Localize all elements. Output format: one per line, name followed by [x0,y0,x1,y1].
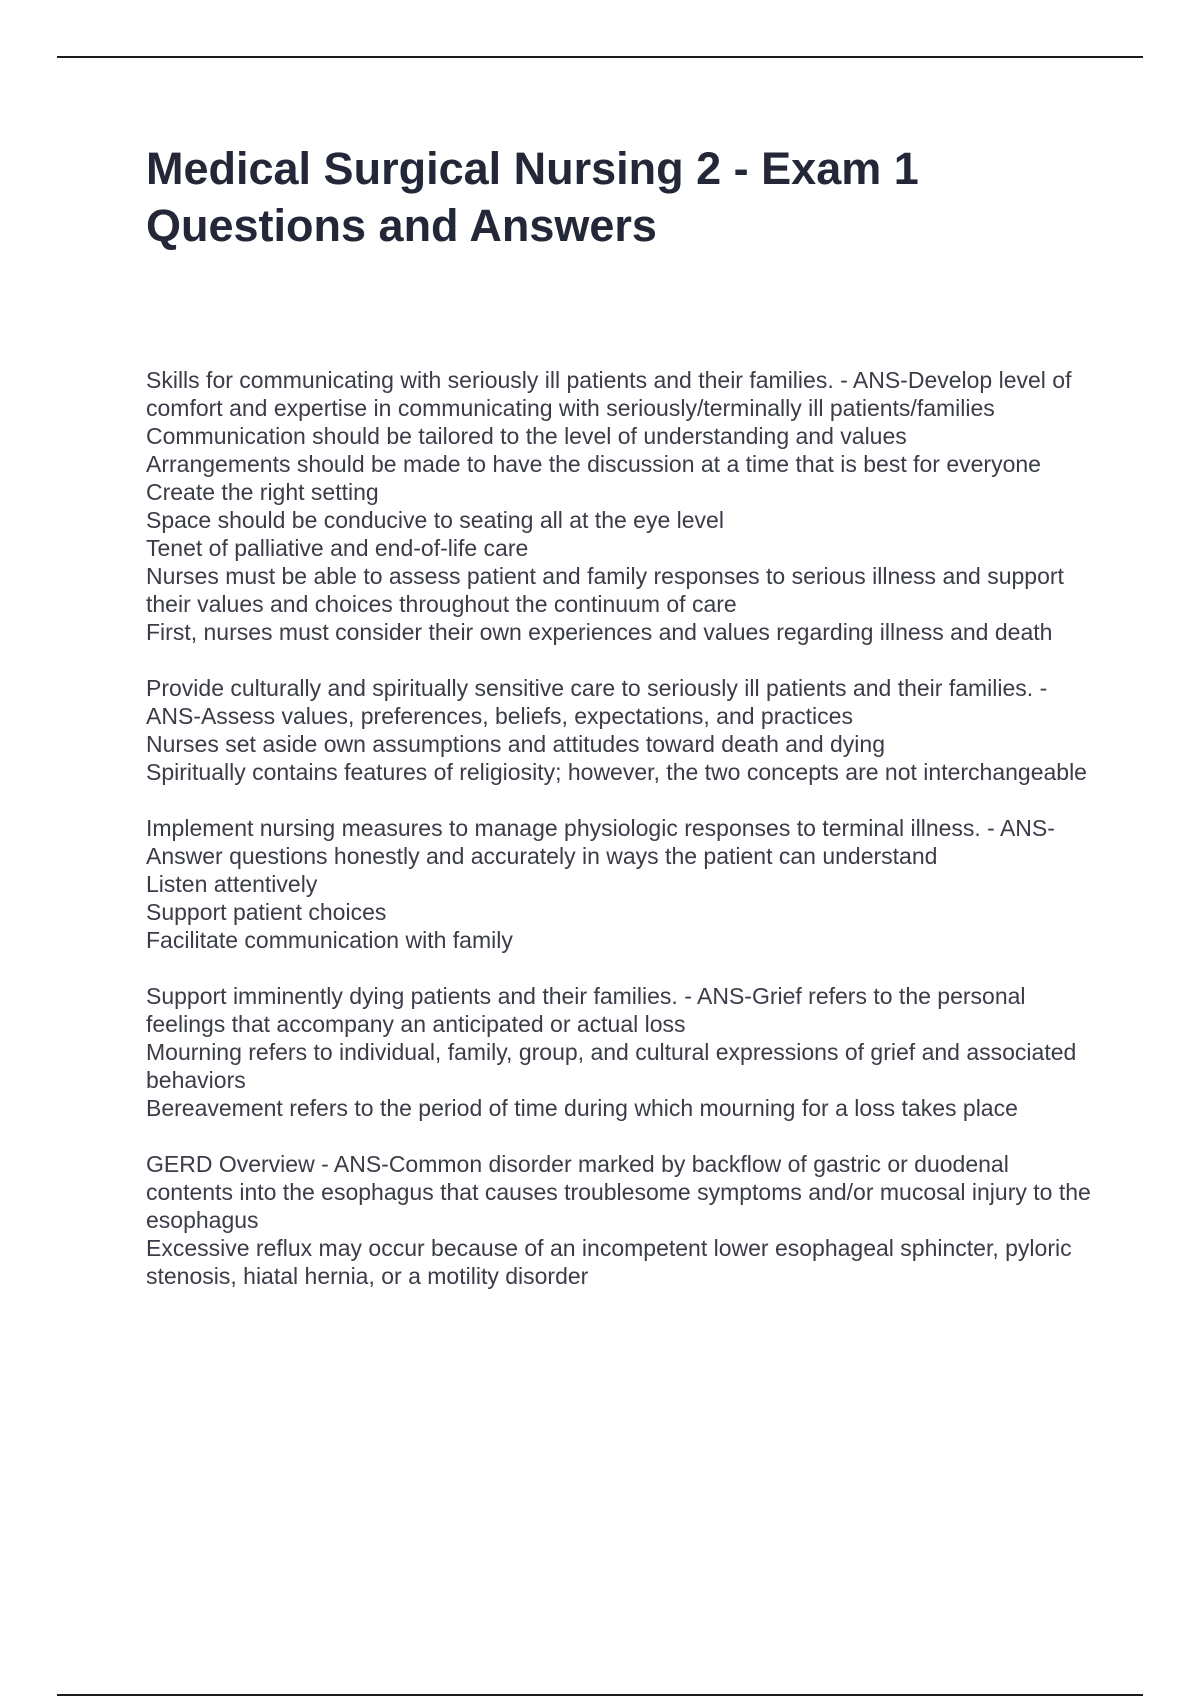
qa-question-answer: GERD Overview - ANS-Common disorder marked by backflow of gastric or duodenal contents into the esophagus that causes troublesome symptoms and/or mucosal injury to the esophagus [146,1151,1091,1233]
qa-answer-line: Listen attentively [146,871,318,897]
qa-answer-line: First, nurses must consider their own experiences and values regarding illness and death [146,619,1053,645]
document-title [146,140,1096,254]
qa-answer-line: Support patient choices [146,899,387,925]
qa-answer-line: Excessive reflux may occur because of an incompetent lower esophageal sphincter, pyloric stenosis, hiatal hernia, or a motility disorder [146,1235,1072,1289]
title-line-2: Questions and Answers [146,200,657,251]
qa-entry [146,814,1096,954]
qa-answer-line: Nurses set aside own assumptions and attitudes toward death and dying [146,731,885,757]
qa-answer-line: Facilitate communication with family [146,927,513,953]
qa-answer-line: Space should be conducive to seating all at the eye level [146,507,724,533]
qa-answer-line: Nurses must be able to assess patient and family responses to serious illness and support their values and choices throughout the continuum of care [146,563,1064,617]
title-line-1: Medical Surgical Nursing 2 - Exam 1 [146,143,919,194]
qa-entry [146,1150,1096,1290]
qa-question-answer: Provide culturally and spiritually sensitive care to seriously ill patients and their families. - ANS-Assess values, preferences, beliefs, expectations, and practices [146,675,1048,729]
qa-answer-line: Arrangements should be made to have the discussion at a time that is best for everyone [146,451,1041,477]
qa-answer-line: Mourning refers to individual, family, group, and cultural expressions of grief and associated behaviors [146,1039,1077,1093]
qa-question-answer: Skills for communicating with seriously ill patients and their families. - ANS-Develop level of comfort and expertise in communicating with seriously/terminally ill patients/families [146,367,1072,421]
document-body [146,366,1096,1318]
qa-answer-line: Tenet of palliative and end-of-life care [146,535,529,561]
qa-answer-line: Communication should be tailored to the level of understanding and values [146,423,907,449]
qa-answer-line: Spiritually contains features of religiosity; however, the two concepts are not interchangeable [146,759,1087,785]
qa-answer-line: Bereavement refers to the period of time during which mourning for a loss takes place [146,1095,1018,1121]
top-rule [57,56,1143,58]
qa-entry [146,674,1096,786]
qa-answer-line: Create the right setting [146,479,379,505]
qa-entry [146,366,1096,646]
qa-question-answer: Implement nursing measures to manage physiologic responses to terminal illness. - ANS-Answer questions honestly and accurately in ways the patient can understand [146,815,1055,869]
qa-entry [146,982,1096,1122]
bottom-rule [57,1694,1143,1696]
qa-question-answer: Support imminently dying patients and their families. - ANS-Grief refers to the personal feelings that accompany an anticipated or actual loss [146,983,1026,1037]
